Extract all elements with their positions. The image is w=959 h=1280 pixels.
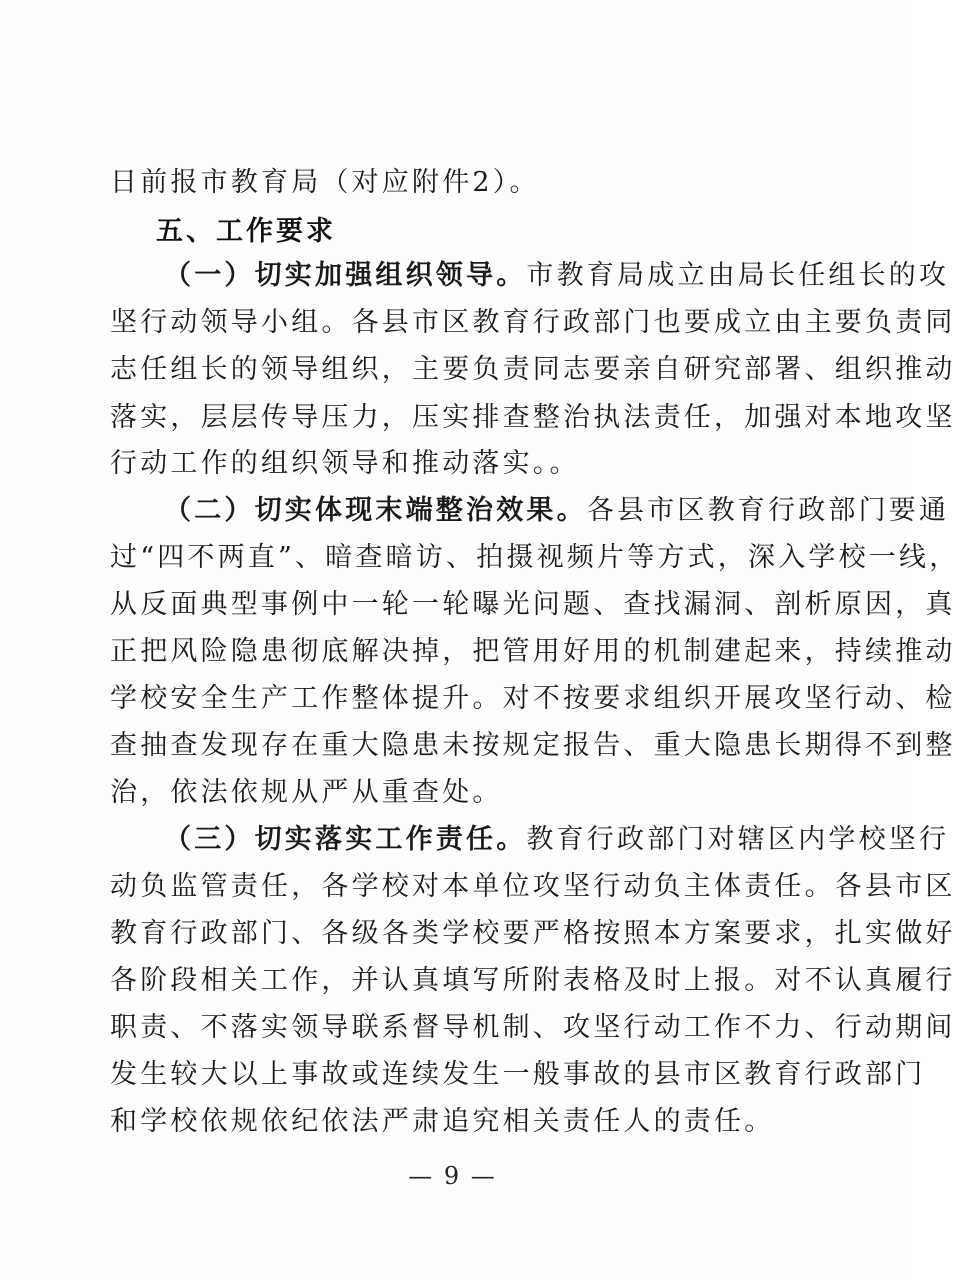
- item3-line: 动负监管责任，各学校对本单位攻坚行动负主体责任。各县市区: [110, 871, 956, 902]
- item2-line: 学校安全生产工作整体提升。对不按要求组织开展攻坚行动、检: [110, 683, 956, 714]
- item3-line: 发生较大以上事故或连续发生一般事故的县市区教育行政部门: [110, 1059, 926, 1090]
- item1-line: 落实，层层传导压力，压实排查整治执法责任，加强对本地攻坚: [110, 402, 956, 433]
- item2-line: 正把风险隐患彻底解决掉，把管用好用的机制建起来，持续推动: [110, 636, 956, 667]
- item2-line: 查抽查发现存在重大隐患未按规定报告、重大隐患长期得不到整: [110, 730, 956, 761]
- continuation-line: 日前报市教育局（对应附件2）。: [110, 167, 540, 198]
- item2-line: 过“四不两直”、暗查暗访、拍摄视频片等方式，深入学校一线，: [110, 542, 959, 573]
- item1-line: 行动工作的组织领导和推动落实。。: [110, 448, 580, 479]
- item3-line: 教育行政部门、各级各类学校要严格按照本方案要求，扎实做好: [110, 918, 956, 949]
- item3-lead: （三）切实落实工作责任。: [164, 824, 527, 855]
- item2-line: 从反面典型事例中一轮一轮曝光问题、查找漏洞、剖析原因，真: [110, 589, 956, 620]
- item1-line: 志任组长的领导组织，主要负责同志要亲自研究部署、组织推动: [110, 354, 956, 385]
- item3-line: 职责、不落实领导联系督导机制、攻坚行动工作不力、行动期间: [110, 1012, 956, 1043]
- item2-line: 治，依法依规从严从重查处。: [110, 777, 503, 808]
- item2-first-line: [164, 493, 950, 529]
- item2-line: 各县市区教育行政部门要通: [586, 495, 950, 526]
- item1-line: 市教育局成立由局长任组长的攻: [526, 260, 950, 291]
- item1-first-line: [164, 258, 950, 294]
- item3-line: 各阶段相关工作，并认真填写所附表格及时上报。对不认真履行: [110, 965, 956, 996]
- item2-lead: （二）切实体现末端整治效果。: [164, 495, 587, 526]
- page-number: — 9 —: [408, 1162, 497, 1190]
- item1-lead: （一）切实加强组织领导。: [164, 260, 527, 291]
- item3-line: 和学校依规依纪依法严肃追究相关责任人的责任。: [110, 1106, 775, 1137]
- item3-line: 教育行政部门对辖区内学校坚行: [526, 824, 950, 855]
- item1-line: 坚行动领导小组。各县市区教育行政部门也要成立由主要负责同: [110, 307, 956, 338]
- item3-first-line: [164, 822, 950, 858]
- section-heading: 五、工作要求: [156, 216, 336, 247]
